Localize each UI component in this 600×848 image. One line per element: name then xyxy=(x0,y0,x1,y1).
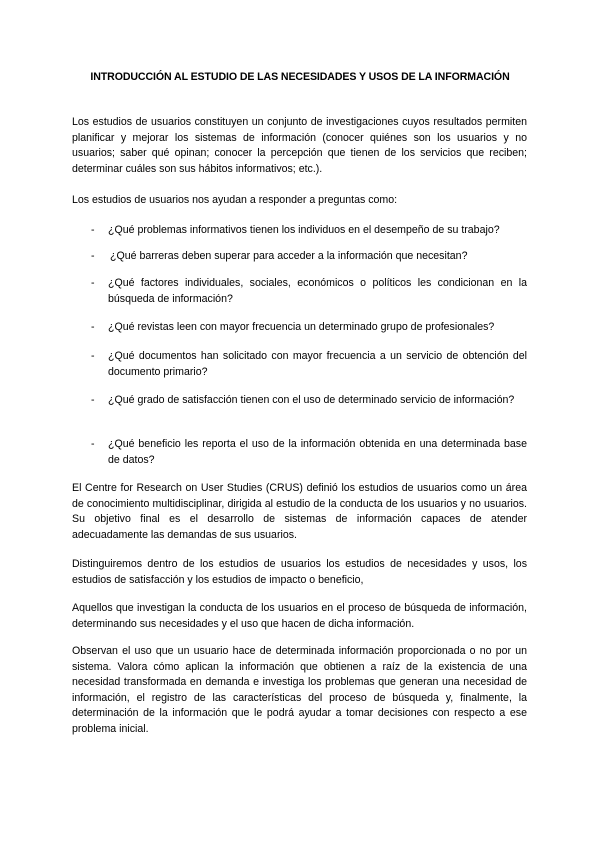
bullet-dash: - xyxy=(91,277,95,289)
question-text: ¿Qué documentos han solicitado con mayor frecuencia a un servicio de obtención del documento primario? xyxy=(108,350,527,378)
bullet-dash: - xyxy=(91,250,95,262)
document-title: INTRODUCCIÓN AL ESTUDIO DE LAS NECESIDADES Y USOS DE LA INFORMACIÓN xyxy=(90,71,510,83)
intro-paragraph: Los estudios de usuarios constituyen un conjunto de investigaciones cuyos resultados permiten planificar y mejorar los sistemas de información (conocer quiénes son los usuarios y no usuarios; saber qué opinan; conocer la percepción que tienen de los servicios que reciben; determinar cuáles son sus hábitos informativos; etc.). xyxy=(72,116,527,175)
bullet-dash: - xyxy=(91,224,95,236)
aquellos-paragraph: Aquellos que investigan la conducta de los usuarios en el proceso de búsqueda de información, determinando sus necesidades y el uso que hacen de dicha información. xyxy=(72,602,527,630)
bullet-dash: - xyxy=(91,350,95,362)
bullet-dash: - xyxy=(91,438,95,450)
bullet-dash: - xyxy=(91,321,95,333)
question-text: ¿Qué factores individuales, sociales, económicos o políticos les condicionan en la búsqueda de información? xyxy=(108,277,527,305)
question-text: ¿Qué beneficio les reporta el uso de la información obtenida en una determinada base de datos? xyxy=(108,438,527,466)
question-text: ¿Qué revistas leen con mayor frecuencia un determinado grupo de profesionales? xyxy=(108,321,495,333)
question-text: ¿Qué problemas informativos tienen los individuos en el desempeño de su trabajo? xyxy=(108,224,500,236)
bullet-dash: - xyxy=(91,394,95,406)
question-text: ¿Qué barreras deben superar para acceder a la información que necesitan? xyxy=(110,250,468,262)
crus-paragraph: El Centre for Research on User Studies (CRUS) definió los estudios de usuarios como un área de conocimiento multidisciplinar, dirigida al estudio de la conducta de los usuarios y no usuarios. Su objetivo final es el desarrollo de sistemas de información capaces de atender adecuadamente las demandas de sus usuarios. xyxy=(72,482,527,541)
observan-paragraph: Observan el uso que un usuario hace de determinada información proporcionada o no por un sistema. Valora cómo aplican la información que obtienen a raíz de la existencia de una necesidad transformada en demanda e investiga los problemas que generan una necesidad de información, el registro de las características del proceso de búsqueda y, finalmente, la determinación de la información que le podrá ayudar a tomar decisiones con respecto a ese problema inicial. xyxy=(72,645,527,735)
distinguish-paragraph: Distinguiremos dentro de los estudios de usuarios los estudios de necesidades y usos, los estudios de satisfacción y los estudios de impacto o beneficio, xyxy=(72,558,527,586)
question-text: ¿Qué grado de satisfacción tienen con el uso de determinado servicio de información? xyxy=(108,394,515,406)
questions-intro: Los estudios de usuarios nos ayudan a responder a preguntas como: xyxy=(72,194,398,206)
